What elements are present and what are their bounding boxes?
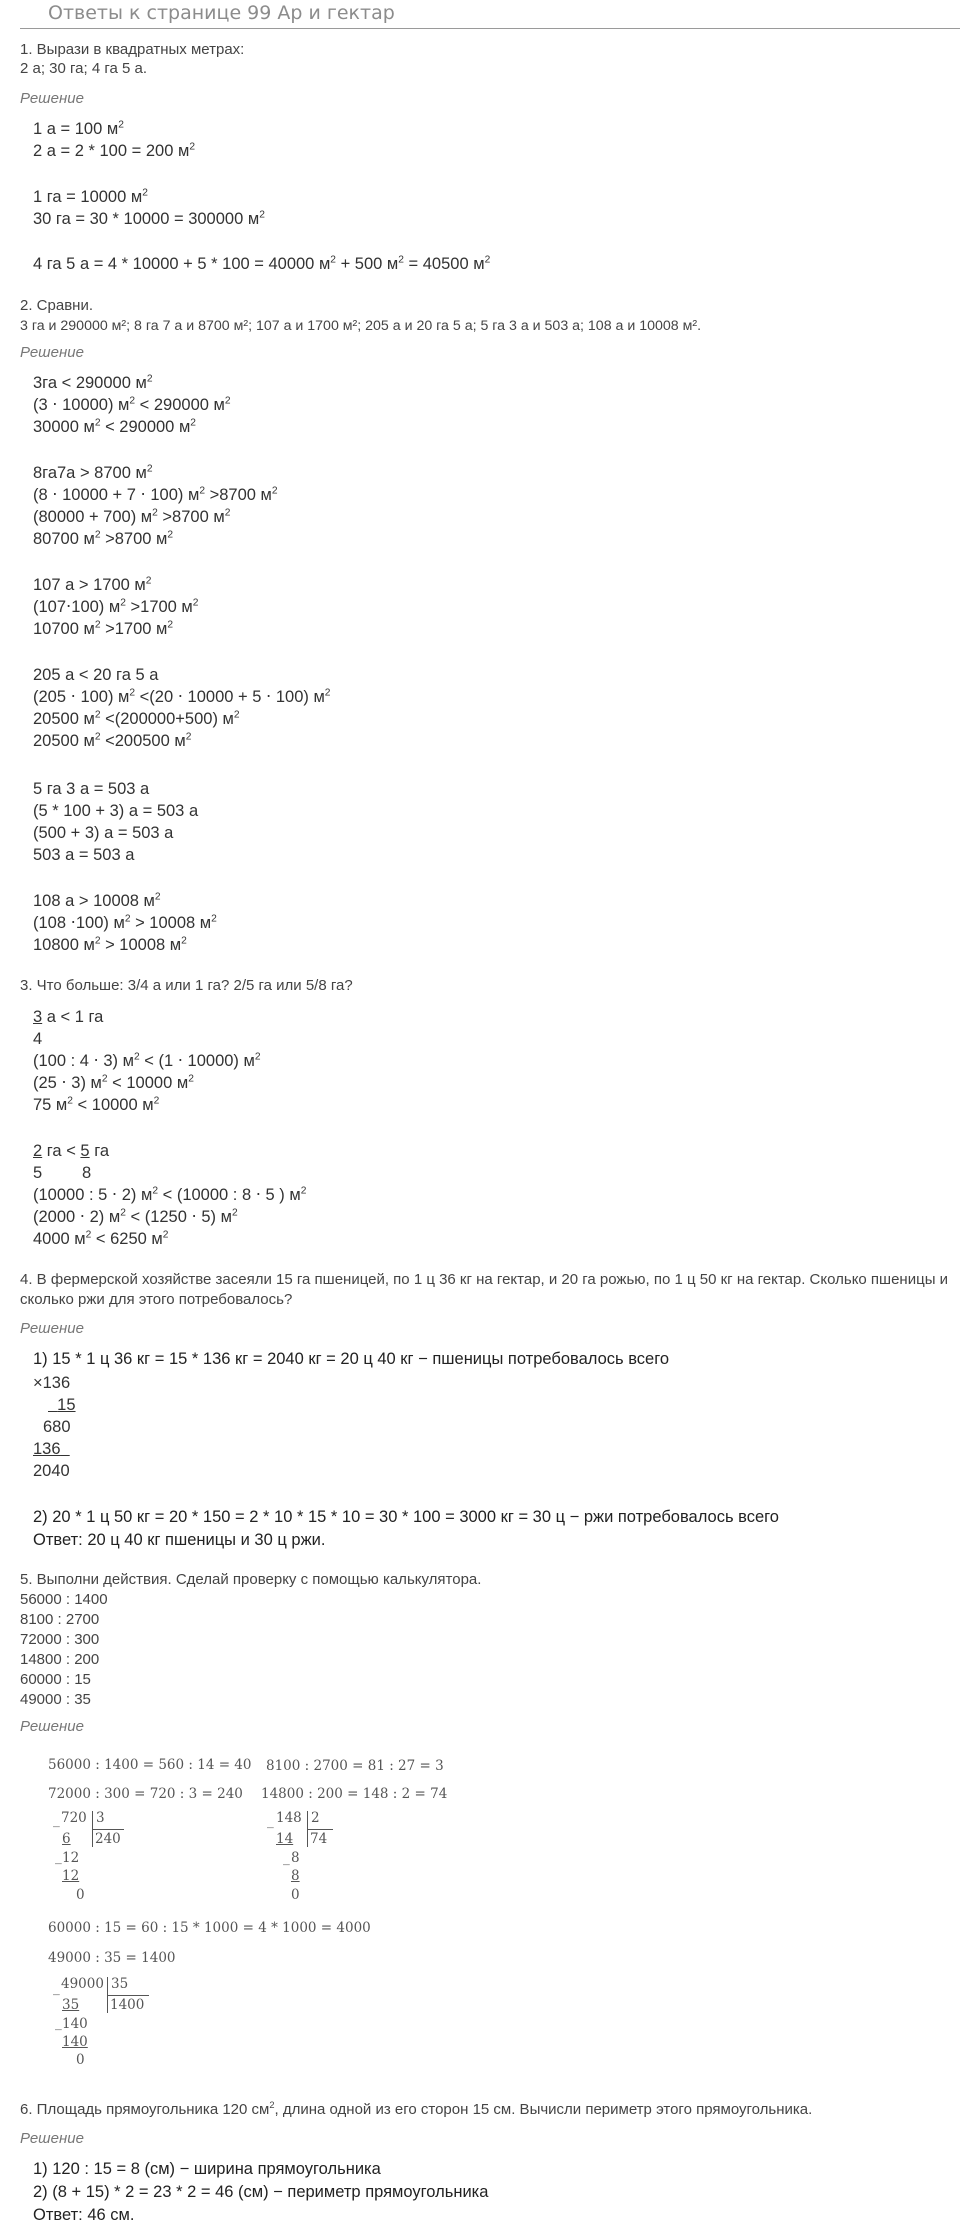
task2-line: (8 ⋅ 10000 + 7 ⋅ 100) $м^2 >8700$ $м^2$ bbox=[33, 485, 278, 504]
task5-item-6: 49000 : 35 bbox=[20, 1691, 91, 1708]
task3-question: 3. Что больше: 3/4 а или 1 га? 2/5 га или 5/8 га? bbox=[20, 977, 353, 994]
task6-question: 6. Площадь прямоугольника 120 $см^2$, длина одной из его сторон 15 см. Вычисли периметр этого прямоугольника. bbox=[20, 2100, 813, 2118]
task1-question: 1. Вырази в квадратных метрах: bbox=[20, 41, 245, 58]
task2-line: (3 ⋅ 10000) $м^2 < 290000$ $м^2$ bbox=[33, 395, 231, 414]
task1-line-4: 30 га = 30 * 10000 = 300000 $м^2$ bbox=[33, 209, 265, 228]
task3-b1-step1: (100 : 4 ⋅ 3) $м^2 < (1 \cdot 10000)$ $м^2$ bbox=[33, 1051, 261, 1070]
task4-answer: Ответ: 20 ц 40 кг пшеницы и 30 ц ржи. bbox=[33, 1531, 326, 1549]
task2-line: 20500 $м^2 <200500$ $м^2$ bbox=[33, 731, 192, 750]
ld3-sub2: 140 bbox=[62, 2034, 88, 2050]
task2-line: 107 а > 1700 $м^2$ bbox=[33, 575, 152, 594]
task1-items: 2 а; 30 га; 4 га 5 а. bbox=[20, 60, 148, 77]
ld1-sub2: 12 bbox=[62, 1868, 80, 1884]
task2-line: 108 а > 10008 $м^2$ bbox=[33, 891, 161, 910]
task5-item-3: 72000 : 300 bbox=[20, 1631, 100, 1648]
task4-mult-top: ×136 bbox=[33, 1374, 71, 1392]
ld1-rem1: 12 bbox=[62, 1850, 80, 1866]
ld2-minus: _ bbox=[267, 1813, 274, 1829]
task4-step2: 2) 20 * 1 ц 50 кг = 20 * 150 = 2 * 10 * 15 * 10 = 30 * 100 = 3000 кг = 30 ц − ржи потребовалось всего bbox=[33, 1508, 779, 1526]
task2-line: 20500 $м^2 <(200000+500)$ $м^2$ bbox=[33, 709, 240, 728]
ld3-rem-final: 0 bbox=[76, 2052, 85, 2068]
task6-step1: 1) 120 : 15 = 8 (см) − ширина прямоугольника bbox=[33, 2160, 381, 2178]
task6-answer: Ответ: 46 см. bbox=[33, 2206, 135, 2224]
task1-line-1: 1 а = 100 $м^2$ bbox=[33, 119, 124, 138]
task4-mult-factor: 15 bbox=[57, 1396, 76, 1414]
ld1-rem-final: 0 bbox=[76, 1887, 85, 1903]
task3-b2-den1: 5 bbox=[33, 1164, 43, 1182]
ld2-bracket-rule bbox=[307, 1829, 333, 1830]
task2-line: 10700 $м^2 >1700$ $м^2$ bbox=[33, 619, 174, 638]
task4-step1: 1) 15 * 1 ц 36 кг = 15 * 136 кг = 2040 кг = 20 ц 40 кг − пшеницы потребовалось всего bbox=[33, 1350, 670, 1368]
ld3-bracket-rule bbox=[107, 1995, 149, 1996]
ld1-minus: _ bbox=[53, 1812, 60, 1828]
task2-line: 8га7а > 8700 $м^2$ bbox=[33, 463, 153, 482]
task2-question: 2. Сравни. bbox=[20, 297, 93, 314]
task2-line: (108 ⋅100) $м^2 > 10008$ $м^2$ bbox=[33, 913, 217, 932]
task1-solution-label: Решение bbox=[20, 90, 84, 107]
task4-solution-label: Решение bbox=[20, 1320, 84, 1337]
title-divider bbox=[20, 28, 960, 29]
task5-eq-6: 49000 : 35 = 1400 bbox=[48, 1950, 176, 1966]
task2-solution-label: Решение bbox=[20, 344, 84, 361]
task4-mult-partial1: 680 bbox=[43, 1418, 71, 1436]
task3-b2-step2: (2000 ⋅ 2) $м^2 < (1250 \cdot 5)$ $м^2$ bbox=[33, 1207, 238, 1226]
task2-line: 205 а < 20 га 5 а bbox=[33, 666, 159, 684]
ld3-dividend: 49000 bbox=[61, 1976, 104, 1992]
task4-question: 4. В фермерской хозяйстве засеяли 15 га пшеницей, по 1 ц 36 кг на гектар, и 20 га рожью, по 1 ц 50 кг на гектар. Сколько пшеницы и сколько ржи для этого потребовалось? bbox=[20, 1271, 949, 1308]
task3-b1-line: 3 а < 1 га bbox=[33, 1008, 104, 1026]
task4-mult-partial2: 136 bbox=[33, 1440, 61, 1458]
ld3-minus: _ bbox=[53, 1980, 60, 1996]
ld1-dividend: 720 bbox=[61, 1810, 87, 1826]
task6-step2: 2) (8 + 15) * 2 = 23 * 2 = 46 (см) − периметр прямоугольника bbox=[33, 2183, 489, 2201]
task2-items: 3 га и 290000 м²; 8 га 7 а и 8700 м²; 107 а и 1700 м²; 205 а и 20 га 5 а; 5 га 3 а и 503 а; 108 а и 10008 м². bbox=[20, 318, 702, 334]
task1-line-5: 4 га 5 а = 4 * 10000 + 5 * 100 = 40000 $м^2 + 500$ $м^2 = 40500$ $м^2$ bbox=[33, 254, 491, 273]
ld2-rem1: 8 bbox=[291, 1850, 300, 1866]
task2-line: (80000 + 700) $м^2 >8700$ $м^2$ bbox=[33, 507, 231, 526]
ld1-quotient: 240 bbox=[95, 1831, 121, 1847]
task3-b2-step1: (10000 : 5 ⋅ 2) $м^2 < (10000$ : 8 ⋅ 5 ) $м^2$ bbox=[33, 1185, 307, 1204]
ld1-minus2: _ bbox=[55, 1849, 62, 1865]
ld2-minus2: _ bbox=[283, 1850, 290, 1866]
task5-eq-4: 14800 : 200 = 148 : 2 = 74 bbox=[261, 1786, 448, 1802]
ld3-minus2: _ bbox=[55, 2015, 62, 2031]
task6-solution-label: Решение bbox=[20, 2130, 84, 2147]
task2-line: 503 а = 503 а bbox=[33, 846, 135, 864]
ld2-dividend: 148 bbox=[276, 1810, 302, 1826]
task5-eq-2: 8100 : 2700 = 81 : 27 = 3 bbox=[266, 1758, 444, 1774]
task3-b1-denominator: 4 bbox=[33, 1030, 43, 1048]
task2-line: 10800 $м^2 > 10008$ $м^2$ bbox=[33, 935, 187, 954]
ld3-sub1: 35 bbox=[62, 1997, 80, 2013]
task5-solution-label: Решение bbox=[20, 1718, 84, 1735]
ld2-sub2: 8 bbox=[291, 1868, 300, 1884]
task3-b2-den2: 8 bbox=[82, 1164, 92, 1182]
ld2-sub1: 14 bbox=[276, 1831, 294, 1847]
ld1-divisor: 3 bbox=[96, 1810, 105, 1826]
task2-line: 80700 $м^2 >8700$ $м^2$ bbox=[33, 529, 174, 548]
task3-b1-step3: 75 $м^2 < 10000$ $м^2$ bbox=[33, 1095, 160, 1114]
ld2-rem-final: 0 bbox=[291, 1887, 300, 1903]
ld1-sub1: 6 bbox=[62, 1831, 71, 1847]
task5-item-4: 14800 : 200 bbox=[20, 1651, 100, 1668]
task3-b2-step3: 4000 $м^2 < 6250$ $м^2$ bbox=[33, 1229, 169, 1248]
task5-eq-1: 56000 : 1400 = 560 : 14 = 40 bbox=[48, 1757, 252, 1773]
task5-item-2: 8100 : 2700 bbox=[20, 1611, 100, 1628]
task2-line: (5 * 100 + 3) а = 503 а bbox=[33, 802, 199, 820]
task1-line-2: 2 а = 2 * 100 = 200 $м^2$ bbox=[33, 141, 195, 160]
task2-line: 5 га 3 а = 503 а bbox=[33, 780, 150, 798]
ld3-divisor: 35 bbox=[111, 1976, 129, 1992]
task3-b2-line: 2 га < 5 га bbox=[33, 1142, 110, 1160]
task2-line: (107⋅100) $м^2 >1700$ $м^2$ bbox=[33, 597, 199, 616]
ld2-divisor: 2 bbox=[311, 1810, 320, 1826]
task2-line: (500 + 3) а = 503 а bbox=[33, 824, 174, 842]
task5-eq-5: 60000 : 15 = 60 : 15 * 1000 = 4 * 1000 = 4000 bbox=[48, 1920, 371, 1936]
task5-eq-3: 72000 : 300 = 720 : 3 = 240 bbox=[48, 1786, 243, 1802]
ld3-quotient: 1400 bbox=[110, 1997, 145, 2013]
task2-line: 30000 $м^2 < 290000$ $м^2$ bbox=[33, 417, 196, 436]
ld2-quotient: 74 bbox=[310, 1831, 328, 1847]
task4-mult-result: 2040 bbox=[33, 1462, 70, 1480]
page-title: Ответы к странице 99 Ар и гектар bbox=[48, 2, 395, 24]
task5-item-5: 60000 : 15 bbox=[20, 1671, 91, 1688]
task5-question: 5. Выполни действия. Сделай проверку с помощью калькулятора. bbox=[20, 1571, 482, 1588]
task2-line: 3га < 290000 $м^2$ bbox=[33, 373, 153, 392]
ld3-rem1: 140 bbox=[62, 2016, 88, 2032]
task5-item-1: 56000 : 1400 bbox=[20, 1591, 108, 1608]
ld1-bracket-rule bbox=[92, 1829, 124, 1830]
task1-line-3: 1 га = 10000 $м^2$ bbox=[33, 187, 148, 206]
task2-line: (205 ⋅ 100) $м^2 <(20 \cdot 10000 + 5 \cdot 100)$ $м^2$ bbox=[33, 687, 331, 706]
task3-b1-step2: (25 ⋅ 3) $м^2 < 10000$ $м^2$ bbox=[33, 1073, 194, 1092]
